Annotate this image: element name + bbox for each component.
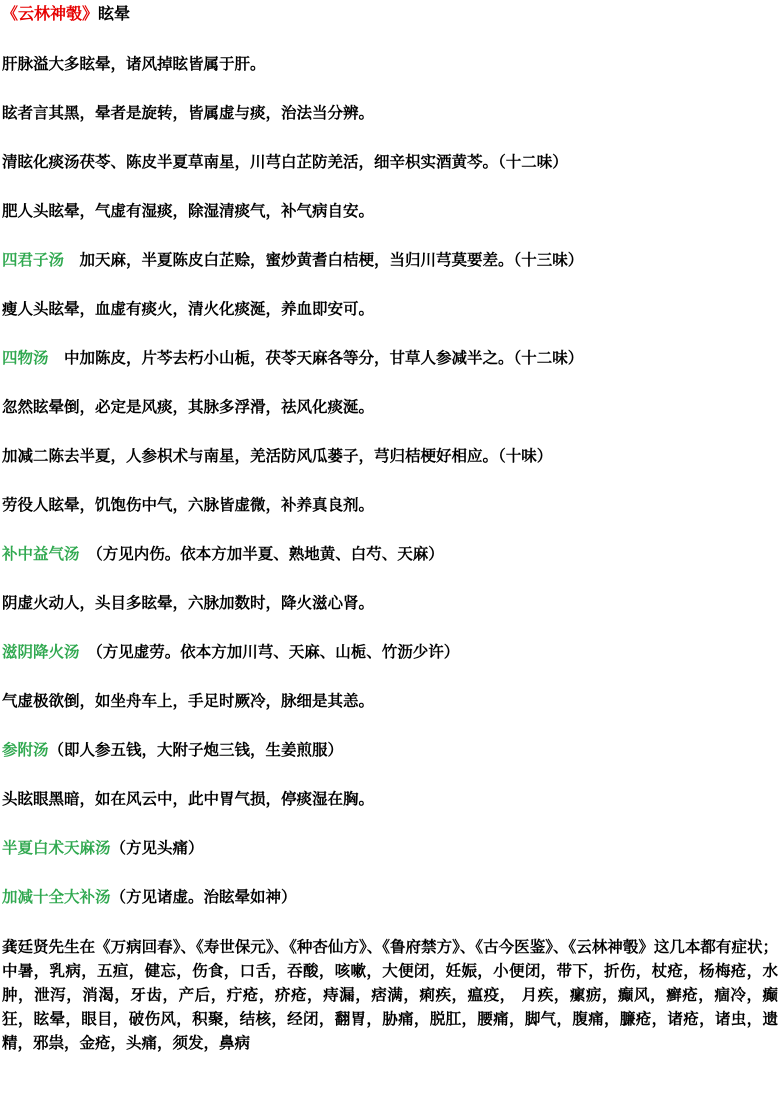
line-text: 清眩化痰汤茯苓、陈皮半夏草南星，川芎白芷防羌活，细辛枳实酒黄芩。（十二味） <box>2 152 568 171</box>
formula-name: 四君子汤 <box>2 250 65 269</box>
verse-line <box>2 200 780 222</box>
line-text: （即人参五钱，大附子炮三钱，生姜煎服） <box>48 740 344 759</box>
line-text: 瘦人头眩晕，血虚有痰火，清火化痰涎，养血即安可。 <box>2 299 375 318</box>
line-text: （方见内伤。依本方加半夏、熟地黄、白芍、天麻） <box>79 544 444 563</box>
closing-paragraph: 龚廷贤先生在《万病回春》、《寿世保元》、《种杏仙方》、《鲁府禁方》、《古今医鉴》、《云林神彀》这几本都有症状；中暑，乳病，五疸，健忘，伤食，口舌，吞酸，咳嗽，大便闭，妊娠，小便闭，带下，折伤，杖疮，杨梅疮，水肿，泄泻，消渴，牙齿，产后，疔疮，疥疮，痔漏，痞满，痢疾，瘟疫， 月疾，瘰疬，癫风，癣疮，痼冷，癫狂，眩晕，眼目，破伤风，积聚，结核，经闭，翻胃，胁痛，脱肛，腰痛，脚气，腹痛，臁疮，诸疮，诸虫，遗精，邪祟，金疮，头痛，须发，鼻病 <box>2 937 778 1052</box>
spacer <box>2 712 780 739</box>
line-text: 中加陈皮，片芩去朽小山栀，茯苓天麻各等分，甘草人参减半之。（十二味） <box>48 348 584 367</box>
verse-line <box>2 298 780 320</box>
verse-line <box>2 445 780 467</box>
line-text: 眩者言其黑，晕者是旋转，皆属虚与痰，治法当分辨。 <box>2 103 375 122</box>
formula-line <box>2 347 780 369</box>
formula-name: 半夏白术天麻汤 <box>2 838 111 857</box>
spacer <box>2 614 780 641</box>
verse-line <box>2 151 780 173</box>
verse-lines <box>2 26 780 908</box>
formula-line <box>2 739 780 761</box>
spacer <box>2 810 780 837</box>
title-book-name: 《云林神彀》 <box>2 4 99 23</box>
spacer <box>2 908 780 935</box>
line-text: 加天麻，半夏陈皮白芷赊，蜜炒黄耆白桔梗，当归川芎莫要差。（十三味） <box>64 250 584 269</box>
formula-line <box>2 249 780 271</box>
line-text: 加减二陈去半夏，人参枳术与南星，羌活防风瓜蒌子，芎归桔梗好相应。（十味） <box>2 446 553 465</box>
line-text: 头眩眼黑暗，如在风云中，此中胃气损，停痰湿在胸。 <box>2 789 375 808</box>
verse-line <box>2 396 780 418</box>
line-text: （方见虚劳。依本方加川芎、天麻、山栀、竹沥少许） <box>79 642 460 661</box>
spacer <box>2 222 780 249</box>
document-title <box>2 2 780 26</box>
spacer <box>2 467 780 494</box>
verse-line <box>2 494 780 516</box>
formula-line <box>2 837 780 859</box>
line-text: 气虚极欲倒，如坐舟车上，手足时厥冷，脉细是其恙。 <box>2 691 375 710</box>
spacer <box>2 369 780 396</box>
line-text: （方见头痛） <box>110 838 204 857</box>
line-text: 忽然眩晕倒，必定是风痰，其脉多浮滑，祛风化痰涎。 <box>2 397 375 416</box>
line-text: （方见诸虚。治眩晕如神） <box>110 887 297 906</box>
formula-name: 参附汤 <box>2 740 49 759</box>
spacer <box>2 663 780 690</box>
formula-name: 加减十全大补汤 <box>2 887 111 906</box>
spacer <box>2 75 780 102</box>
verse-line <box>2 592 780 614</box>
formula-line <box>2 543 780 565</box>
line-text: 肝脉溢大多眩晕，诸风掉眩皆属于肝。 <box>2 54 266 73</box>
spacer <box>2 271 780 298</box>
spacer <box>2 124 780 151</box>
verse-line <box>2 102 780 124</box>
formula-name: 滋阴降火汤 <box>2 642 80 661</box>
line-text: 肥人头眩晕，气虚有湿痰，除湿清痰气，补气病自安。 <box>2 201 375 220</box>
verse-line <box>2 690 780 712</box>
spacer <box>2 26 780 53</box>
formula-name: 四物汤 <box>2 348 49 367</box>
spacer <box>2 859 780 886</box>
spacer <box>2 565 780 592</box>
verse-line <box>2 53 780 75</box>
title-topic: 眩晕 <box>98 4 131 23</box>
formula-line <box>2 886 780 908</box>
spacer <box>2 320 780 347</box>
formula-name: 补中益气汤 <box>2 544 80 563</box>
line-text: 阴虚火动人，头目多眩晕，六脉加数时，降火滋心肾。 <box>2 593 375 612</box>
spacer <box>2 173 780 200</box>
formula-line <box>2 641 780 663</box>
spacer <box>2 761 780 788</box>
document-page <box>0 2 780 1108</box>
spacer <box>2 418 780 445</box>
spacer <box>2 516 780 543</box>
line-text: 劳役人眩晕，饥饱伤中气，六脉皆虚微，补养真良剂。 <box>2 495 375 514</box>
verse-line <box>2 788 780 810</box>
